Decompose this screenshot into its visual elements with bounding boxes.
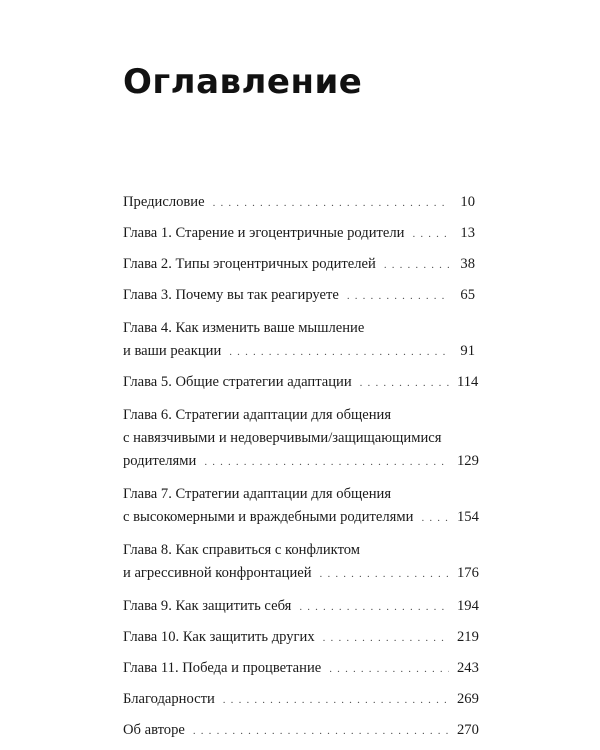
toc-entry [123, 191, 475, 214]
toc-entry [123, 688, 479, 711]
dot-leader [320, 563, 449, 586]
toc-entry [123, 483, 479, 529]
toc-entry-text: родителями [123, 453, 197, 469]
toc-entry-row [123, 191, 475, 214]
page-number: 65 [460, 287, 475, 303]
toc-entry-text: Глава 10. Как защитить других [123, 629, 315, 645]
toc-entry [123, 317, 475, 363]
toc-entry-text: и ваши реакции [123, 343, 222, 359]
toc-entry [123, 539, 479, 585]
page-number: 176 [457, 565, 479, 581]
table-of-contents [123, 183, 479, 742]
page-number: 13 [460, 225, 475, 241]
toc-entry-row [123, 371, 479, 394]
toc-entry-row [123, 595, 479, 618]
toc-entry-text: Глава 8. Как справиться с конфликтом [123, 542, 361, 558]
dot-leader [384, 254, 449, 277]
toc-entry-text: Предисловие [123, 194, 205, 210]
toc-entry [123, 371, 479, 394]
toc-entry-row [123, 688, 479, 711]
toc-entry-text: Глава 1. Старение и эгоцентричные родители [123, 225, 405, 241]
page-number: 10 [460, 194, 475, 210]
dot-leader [213, 192, 449, 215]
toc-entry-text: Глава 2. Типы эгоцентричных родителей [123, 256, 376, 272]
page-number: 91 [460, 343, 475, 359]
page-title: Оглавление [123, 62, 363, 102]
dot-leader [204, 451, 449, 474]
toc-entry-text: с навязчивыми и недоверчивыми/защищающимися [123, 430, 442, 446]
toc-entry-row [123, 506, 479, 529]
toc-entry [123, 404, 479, 473]
dot-leader [412, 223, 449, 246]
page-number: 270 [457, 722, 479, 738]
toc-entry-text: Глава 5. Общие стратегии адаптации [123, 374, 352, 390]
toc-entry-row [123, 222, 475, 245]
page-number: 269 [457, 691, 479, 707]
toc-entry-text: Глава 3. Почему вы так реагируете [123, 287, 339, 303]
page-number: 38 [460, 256, 475, 272]
toc-entry-text: и агрессивной конфронтацией [123, 565, 312, 581]
toc-entry-row [123, 626, 479, 649]
dot-leader [193, 720, 449, 743]
page-number: 243 [457, 660, 479, 676]
toc-entry-text: Глава 11. Победа и процветание [123, 660, 322, 676]
toc-entry-row [123, 562, 479, 585]
dot-leader [229, 341, 449, 364]
toc-entry [123, 626, 479, 649]
dot-leader [299, 596, 449, 619]
dot-leader [323, 627, 449, 650]
toc-entry-row [123, 450, 479, 473]
dot-leader [360, 372, 449, 395]
toc-entry [123, 657, 479, 680]
toc-entry-row [123, 253, 475, 276]
page-number: 219 [457, 629, 479, 645]
toc-entry-text: Глава 7. Стратегии адаптации для общения [123, 486, 392, 502]
toc-entry [123, 222, 475, 245]
toc-entry-row [123, 719, 479, 742]
toc-entry-text: Глава 6. Стратегии адаптации для общения [123, 407, 392, 423]
page-number: 114 [457, 374, 479, 390]
dot-leader [421, 507, 449, 530]
toc-entry [123, 253, 475, 276]
toc-entry [123, 719, 479, 742]
toc-entry-row [123, 340, 475, 363]
page-number: 129 [457, 453, 479, 469]
toc-entry [123, 595, 479, 618]
toc-entry-text: с высокомерными и враждебными родителями [123, 509, 414, 525]
page-number: 154 [457, 509, 479, 525]
page-number: 194 [457, 598, 479, 614]
toc-entry-row [123, 284, 475, 307]
toc-entry-text: Глава 4. Как изменить ваше мышление [123, 320, 365, 336]
toc-entry-row [123, 657, 479, 680]
toc-entry [123, 284, 475, 307]
toc-entry-text: Благодарности [123, 691, 215, 707]
dot-leader [223, 689, 449, 712]
dot-leader [329, 658, 449, 681]
toc-entry-text: Об авторе [123, 722, 185, 738]
dot-leader [347, 285, 449, 308]
toc-entry-text: Глава 9. Как защитить себя [123, 598, 292, 614]
